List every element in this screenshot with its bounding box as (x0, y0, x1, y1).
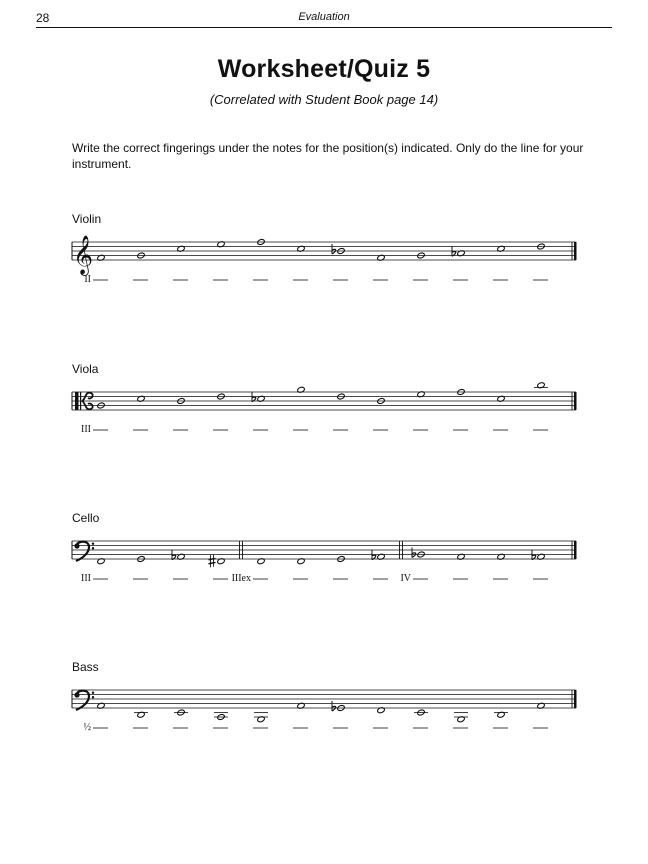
position-label: III (81, 424, 91, 435)
position-label: II (84, 274, 91, 285)
instructions-text: Write the correct fingerings under the notes for the position(s) indicated. Only do the line for your instrument. (72, 141, 584, 171)
position-label: IV (400, 573, 411, 584)
note (254, 713, 268, 723)
final-barline-thick (574, 690, 577, 708)
note (174, 709, 188, 716)
note (454, 713, 468, 723)
instrument-label-viola: Viola (72, 362, 99, 376)
position-label: IIIex (231, 573, 251, 584)
note (252, 392, 265, 402)
instrument-label-bass: Bass (72, 660, 99, 674)
bass-clef-icon (74, 542, 94, 561)
header-rule (36, 27, 612, 28)
note (332, 244, 345, 254)
svg-text:𝄞: 𝄞 (73, 235, 94, 275)
position-label: III (81, 573, 91, 584)
note (532, 550, 545, 560)
page-number: 28 (36, 11, 50, 25)
note (452, 246, 465, 256)
note (372, 550, 385, 560)
running-head: Evaluation (298, 11, 350, 23)
staff-cello (0, 531, 648, 591)
note (412, 548, 425, 558)
staff-bass (0, 680, 648, 740)
note (172, 550, 185, 560)
position-label: ½ (83, 722, 91, 733)
final-barline-thick (574, 392, 577, 410)
page-subtitle: (Correlated with Student Book page 14) (209, 92, 439, 107)
note (534, 382, 548, 389)
note (214, 713, 228, 721)
page-title: Worksheet/Quiz 5 (217, 55, 431, 83)
final-barline-thick (574, 242, 577, 260)
instrument-label-violin: Violin (72, 212, 102, 226)
flat-icon (332, 701, 336, 711)
instrument-label-cello: Cello (72, 511, 100, 525)
treble-clef-icon (73, 235, 93, 276)
note (332, 701, 345, 711)
flat-icon (332, 244, 336, 254)
final-barline-thick (574, 541, 577, 559)
note (209, 555, 226, 568)
note (134, 711, 148, 718)
sharp-icon (209, 555, 216, 568)
bass-clef-icon (74, 691, 94, 710)
flat-icon (412, 548, 416, 558)
note (414, 709, 428, 716)
staff-viola (0, 382, 648, 442)
note (494, 711, 508, 718)
staff-violin (0, 232, 648, 292)
